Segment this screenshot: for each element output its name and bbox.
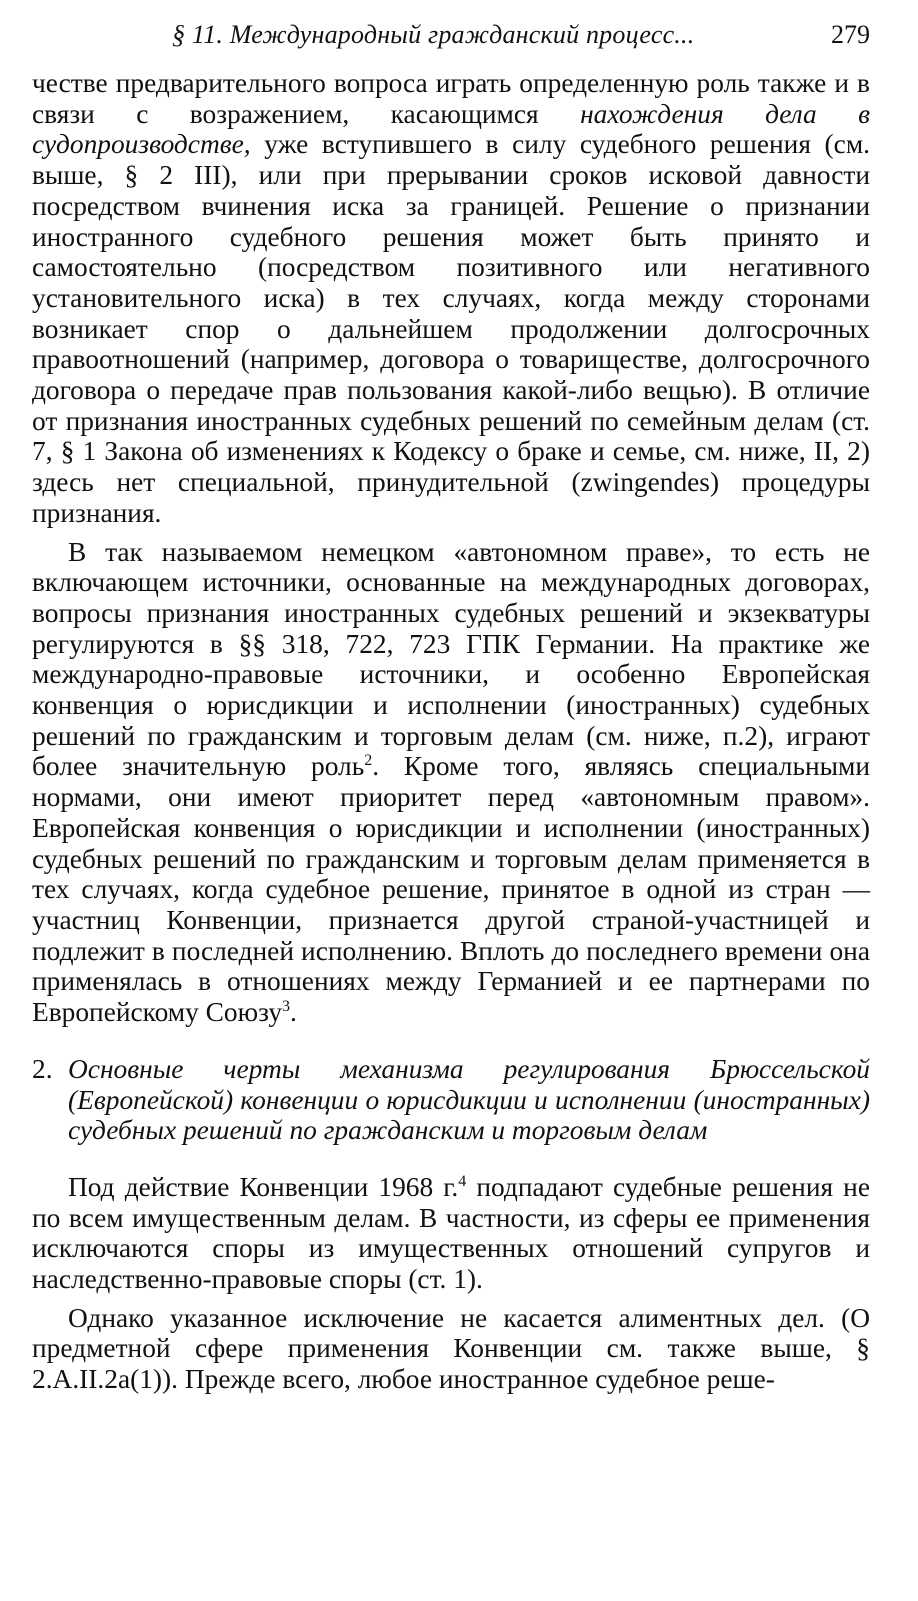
text-run: подпадают судебные решения не по всем имущественным делам. В частности, из сферы ее применения исключаются споры из имущественных отношений супругов и наследственно-правовые споры (ст. 1). xyxy=(32,1171,870,1295)
footnote-ref: 2 xyxy=(364,752,373,770)
text-run: честве предварительного вопроса играть определенную роль также и в связи с возражением, касающимся xyxy=(32,68,870,129)
text-run: . Кроме того, являясь специальными нормами, они имеют приоритет перед «автономным правом». Европейская конвенция о юрисдикции и исполнении (иностранных) судебных решений по гражданским и торговым делам применяется в тех случаях, когда судебное решение, принятое в одной из стран — участниц Конвенции, признается другой страной-участницей и подлежит в последней исполнению. Вплоть до последнего времени она применялась в отношениях между Германией и ее партнерами по Европейскому Союзу xyxy=(32,751,871,1028)
running-title: § 11. Международный гражданский процесс... xyxy=(172,20,695,49)
paragraph-continued xyxy=(32,68,870,529)
page-header xyxy=(32,16,870,56)
book-page xyxy=(32,16,870,1395)
footnote-ref: 4 xyxy=(458,1172,467,1190)
text-run: Под действие Конвенции 1968 г. xyxy=(68,1171,459,1202)
italic-term: нахождения дела в судопроизводстве, xyxy=(32,98,871,160)
paragraph xyxy=(32,1303,870,1395)
text-run: В так называемом немецком «автономном праве», то есть не включающем источники, основанные на международных договорах, вопросы признания иностранных судебных решений и экзекватуры регулируются в §§ 318, 722, 723 ГПК Германии. На практике же международно-правовые источники, и особенно Европейская конвенция о юрисдикции и исполнении (иностранных) судебных решений по гражданским и торговым делам (см. ниже, п.2), играют более значительную роль xyxy=(32,536,870,782)
text-run: уже вступившего в силу судебного решения (см. выше, § 2 III), или при прерывании сроков исковой давности посредством вчинения иска за границей. Решение о признании иностранного судебного решения может быть принято и самостоятельно (посредством позитивного или негативного установительного иска) в тех случаях, когда между сторонами возникает спор о дальнейшем продолжении долгосрочных правоотношений (например, договора о товариществе, долгосрочного договора о передаче прав пользования какой-либо вещью). В отличие от признания иностранных судебных решений по семейным делам (ст. 7, § 1 Закона об изменениях к Кодексу о браке и семье, см. ниже, II, 2) здесь нет специальной, принудительной (zwingendes) процедуры признания. xyxy=(32,129,870,528)
text-run: Однако указанное исключение не касается алиментных дел. (О предметной сфере применения Конвенции см. также выше, § 2.A.II.2a(1)). Прежде всего, любое иностранное судебное реше- xyxy=(32,1302,870,1395)
paragraph xyxy=(32,1172,870,1295)
text-run: . xyxy=(290,997,297,1028)
section-heading xyxy=(32,1054,870,1146)
section-number: 2. xyxy=(32,1053,53,1084)
section-title: Основные черты механизма регулирования Брюссельской (Европейской) конвенции о юрисдикции и исполнении (иностранных) судебных решений по гражданским и торговым делам xyxy=(68,1053,870,1146)
paragraph xyxy=(32,537,870,1028)
page-number: 279 xyxy=(831,20,870,49)
footnote-ref: 3 xyxy=(282,997,291,1015)
